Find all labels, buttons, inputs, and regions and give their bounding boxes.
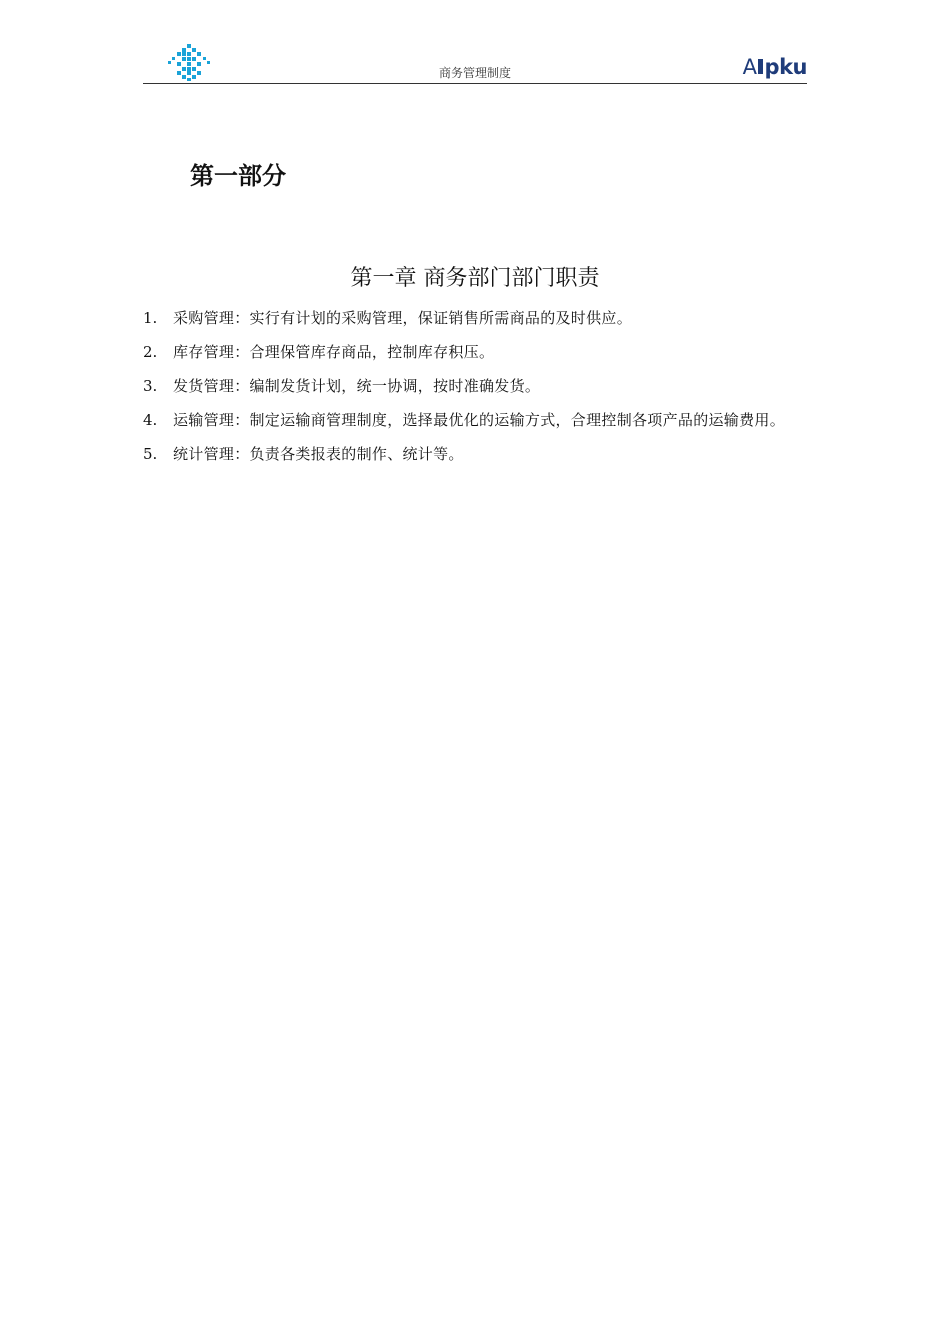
list-item-text: 运输管理：制定运输商管理制度，选择最优化的运输方式，合理控制各项产品的运输费用。: [173, 411, 786, 429]
brand-logo-text: A pku: [742, 55, 807, 79]
brand-logo: [743, 52, 807, 78]
list-item-number: 2.: [143, 343, 158, 361]
brand-logo-bar: [758, 59, 763, 74]
list-item-text: 统计管理：负责各类报表的制作、统计等。: [173, 445, 464, 463]
header-divider: [143, 83, 807, 84]
list-item: [143, 368, 807, 404]
header-doc-title: 商务管理制度: [438, 66, 511, 80]
list-item-number: 4.: [143, 411, 158, 429]
duty-list: [143, 300, 807, 470]
page-header: [143, 38, 807, 84]
list-item-number: 1.: [143, 309, 158, 327]
list-item: [143, 334, 807, 370]
list-item-text: 库存管理：合理保管库存商品，控制库存积压。: [173, 343, 495, 361]
list-item-number: 5.: [143, 445, 158, 463]
part-title: 第一部分: [190, 162, 286, 190]
list-item-text: 发货管理：编制发货计划，统一协调，按时准确发货。: [173, 377, 541, 395]
list-item-number: 3.: [143, 377, 158, 395]
list-item: [143, 402, 807, 438]
list-item: [143, 436, 807, 472]
list-item: [143, 300, 807, 336]
list-item-text: 采购管理：实行有计划的采购管理，保证销售所需商品的及时供应。: [173, 309, 633, 327]
chapter-title: 第一章 商务部门部门职责: [350, 266, 600, 291]
